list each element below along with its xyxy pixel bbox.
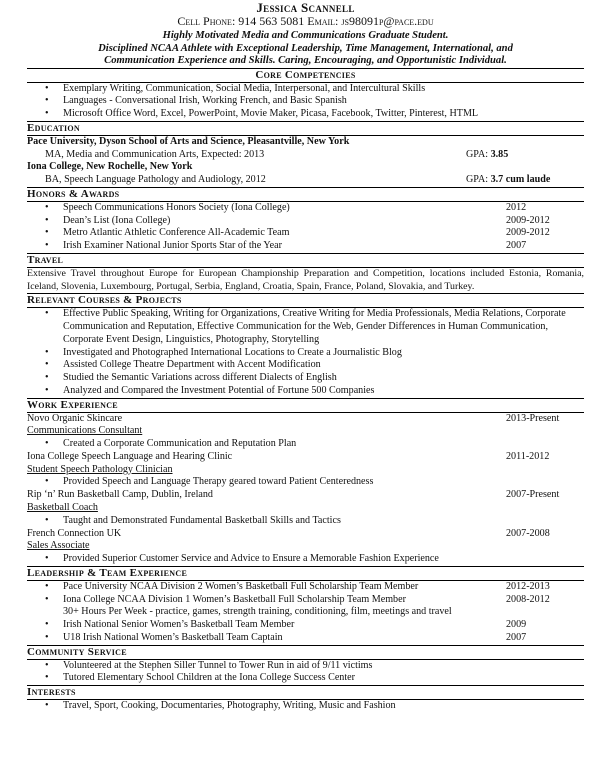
community-list <box>27 660 584 686</box>
employer: Rip ‘n’ Run Basketball Camp, Dublin, Ireland <box>27 489 213 501</box>
courses-list <box>27 308 584 398</box>
list-item: • Volunteered at the Stephen Siller Tunnel to Tower Run in aid of 9/11 victims <box>27 660 584 673</box>
honor-text: • Metro Atlantic Athletic Conference All-Academic Team <box>63 227 290 239</box>
gpa <box>466 174 584 187</box>
honor-text: • Irish Examiner National Junior Sports Star of the Year <box>63 240 282 252</box>
interests-list <box>27 700 584 713</box>
list-item: • Effective Public Speaking, Writing for Organizations, Creative Writing for Media Professionals, Media Relations, Corporate Communication and Reputation, Effective Communication for the Web, Gender Differences in Human Communication, Corporate Event Design, Linguistics, Photography, Storytelling <box>27 308 584 346</box>
gpa <box>466 149 584 162</box>
travel-text: Extensive Travel throughout Europe for European Championship Preparation and Competition, locations included Estonia, Romania, Iceland, Slovenia, Luxembourg, Portugal, Serbia, England, Croatia, Spain, France, Poland, Slovakia, and Turkey. <box>27 267 584 292</box>
school-name: Pace University, Dyson School of Arts and Science, Pleasantville, New York <box>27 135 350 147</box>
list-item: • Exemplary Writing, Communication, Social Media, Interpersonal, and Intercultural Skills <box>27 83 584 96</box>
summary-line: Disciplined NCAA Athlete with Exceptional Leadership, Time Management, International, and <box>98 42 513 54</box>
list-item <box>27 202 584 215</box>
honors-heading: Honors & Awards <box>27 187 584 202</box>
gpa-label: GPA: <box>466 148 491 160</box>
list-item <box>27 581 584 594</box>
job-header <box>27 528 584 541</box>
list-item: • Analyzed and Compared the Investment Potential of Fortune 500 Companies <box>27 385 584 398</box>
leadership-text: • Irish National Senior Women’s Basketball Team Member <box>63 619 295 631</box>
list-item: • Assisted College Theatre Department with Accent Modification <box>27 359 584 372</box>
list-item <box>27 227 584 240</box>
list-item <box>27 632 584 645</box>
list-item: • Studied the Semantic Variations across different Dialects of English <box>27 372 584 385</box>
degree-text: MA, Media and Communication Arts, Expected: 2013 <box>45 148 265 160</box>
list-item: • Investigated and Photographed International Locations to Create a Journalistic Blog <box>27 347 584 360</box>
community-heading: Community Service <box>27 645 584 660</box>
degree-row <box>27 174 584 187</box>
leadership-list-continued <box>27 619 584 645</box>
job-entry <box>27 489 584 527</box>
list-item <box>27 594 584 607</box>
gpa-value: 3.85 <box>490 148 509 160</box>
list-item: • Microsoft Office Word, Excel, PowerPoint, Movie Maker, Picasa, Facebook, Twitter, Pinterest, HTML <box>27 108 584 121</box>
leadership-year: 2007 <box>506 632 527 644</box>
list-item <box>27 240 584 253</box>
job-entry <box>27 413 584 451</box>
employer: Iona College Speech Language and Hearing Clinic <box>27 450 233 462</box>
job-header <box>27 413 584 426</box>
degree-row <box>27 149 584 162</box>
honor-year: 2009-2012 <box>506 214 550 226</box>
education-heading: Education <box>27 121 584 136</box>
core-competencies-list <box>27 83 584 121</box>
list-item: • Created a Corporate Communication and Reputation Plan <box>27 438 584 451</box>
education-entry <box>27 136 584 162</box>
list-item <box>27 619 584 632</box>
leadership-year: 2008-2012 <box>506 593 550 605</box>
leadership-continuation: 30+ Hours Per Week - practice, games, strength training, conditioning, film, meetings and travel <box>63 606 452 618</box>
leadership-text: • Pace University NCAA Division 2 Women’s Basketball Full Scholarship Team Member <box>63 580 419 592</box>
employer: French Connection UK <box>27 527 122 539</box>
core-competencies-heading: Core Competencies <box>27 68 584 83</box>
honor-text: • Speech Communications Honors Society (Iona College) <box>63 201 290 213</box>
honors-list <box>27 202 584 253</box>
leadership-year: 2012-2013 <box>506 580 550 592</box>
leadership-year: 2009 <box>506 619 527 631</box>
summary-line: Highly Motivated Media and Communications Graduate Student. <box>162 30 449 41</box>
courses-heading: Relevant Courses & Projects <box>27 293 584 308</box>
honor-year: 2012 <box>506 201 527 213</box>
leadership-list <box>27 581 584 607</box>
honor-text: • Dean’s List (Iona College) <box>63 214 171 226</box>
job-bullets <box>27 438 584 451</box>
gpa-label: GPA: <box>466 174 491 186</box>
travel-heading: Travel <box>27 253 584 268</box>
leadership-heading: Leadership & Team Experience <box>27 566 584 581</box>
summary-block <box>27 30 584 68</box>
job-header <box>27 451 584 464</box>
list-item: • Languages - Conversational Irish, Working French, and Basic Spanish <box>27 95 584 108</box>
job-bullets <box>27 553 584 566</box>
job-dates: 2007-2008 <box>506 527 550 539</box>
leadership-text: • Iona College NCAA Division 1 Women’s Basketball Full Scholarship Team Member <box>63 593 406 605</box>
job-dates: 2013-Present <box>506 412 560 424</box>
job-bullets <box>27 476 584 489</box>
summary-line: Communication Experience and Skills. Caring, Encouraging, and Opportunistic Individual. <box>104 55 507 67</box>
job-title: Basketball Coach <box>27 502 98 514</box>
employer: Novo Organic Skincare <box>27 412 123 424</box>
work-heading: Work Experience <box>27 398 584 413</box>
resume-name: Jessica Scannell <box>256 0 355 15</box>
list-item <box>27 215 584 228</box>
job-dates: 2011-2012 <box>506 450 550 462</box>
job-dates: 2007-Present <box>506 489 560 501</box>
job-title: Student Speech Pathology Clinician <box>27 463 173 475</box>
list-item: • Taught and Demonstrated Fundamental Basketball Skills and Tactics <box>27 515 584 528</box>
leadership-text: • U18 Irish National Women’s Basketball Team Captain <box>63 632 283 644</box>
job-title: Communications Consultant <box>27 425 143 437</box>
education-entry <box>27 161 584 187</box>
job-bullets <box>27 515 584 528</box>
school-name: Iona College, New Rochelle, New York <box>27 161 193 173</box>
degree-text: BA, Speech Language Pathology and Audiology, 2012 <box>45 174 266 186</box>
contact-line: Cell Phone: 914 563 5081 Email: js98091p@pace.edu <box>177 14 434 28</box>
job-title: Sales Associate <box>27 540 90 552</box>
honor-year: 2007 <box>506 240 527 252</box>
honor-year: 2009-2012 <box>506 227 550 239</box>
list-item: • Tutored Elementary School Children at the Iona College Success Center <box>27 672 584 685</box>
list-item: • Travel, Sport, Cooking, Documentaries, Photography, Writing, Music and Fashion <box>27 700 584 713</box>
job-entry <box>27 528 584 566</box>
job-entry <box>27 451 584 489</box>
list-item: • Provided Speech and Language Therapy geared toward Patient Centeredness <box>27 476 584 489</box>
job-header <box>27 489 584 502</box>
interests-heading: Interests <box>27 685 584 700</box>
list-item: • Provided Superior Customer Service and Advice to Ensure a Memorable Fashion Experience <box>27 553 584 566</box>
gpa-value: 3.7 cum laude <box>490 174 551 186</box>
